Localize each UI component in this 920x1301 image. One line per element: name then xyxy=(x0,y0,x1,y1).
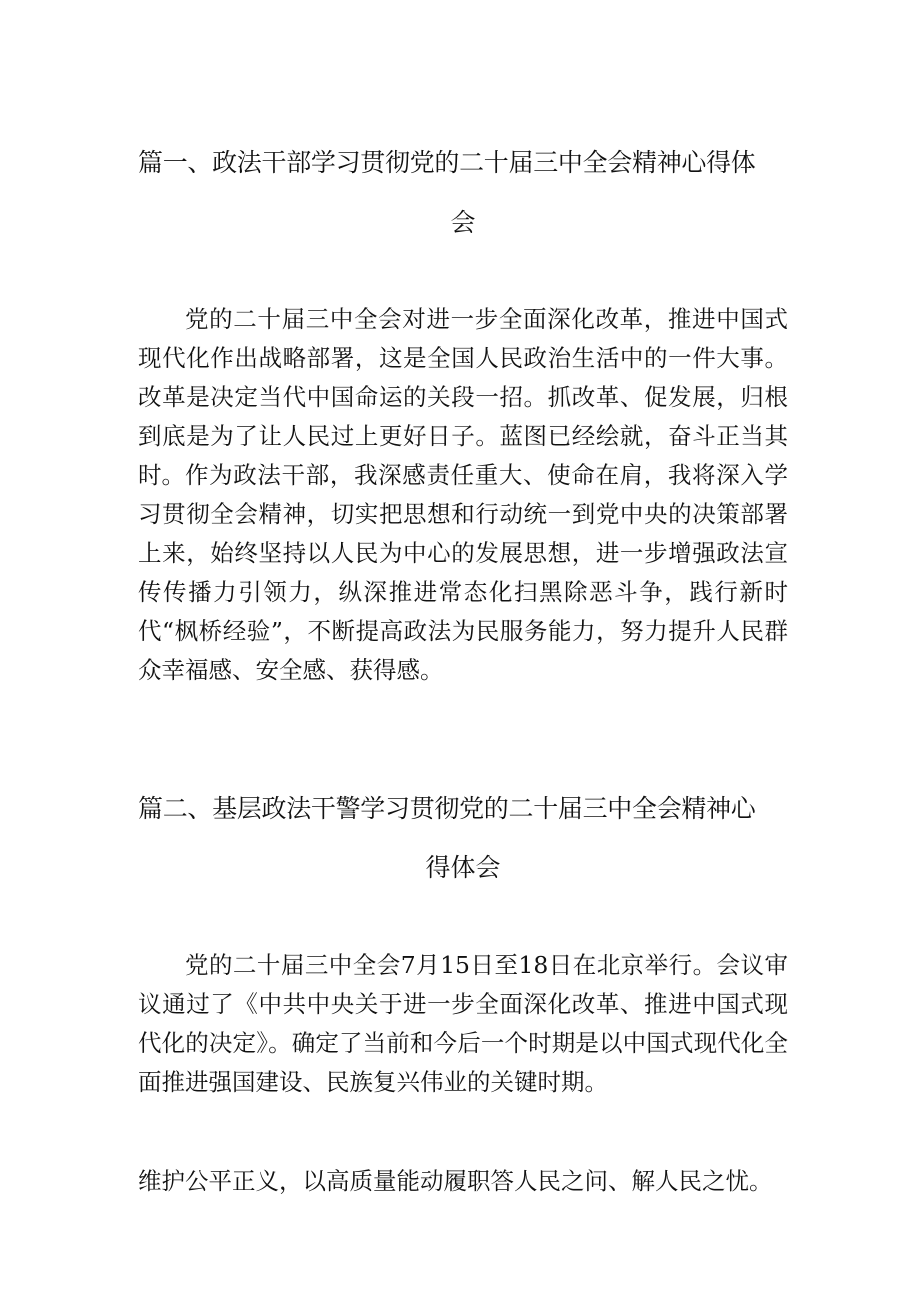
section-2-paragraph-1: 党的二十届三中全会7月15日至18日在北京举行。会议审议通过了《中共中央关于进一步全面深化改革、推进中国式现代化的决定》。确定了当前和今后一个时期是以中国式现代化全面推进强国建设、民族复兴伟业的关键时期。 xyxy=(138,951,788,1096)
section-2-paragraph-2: 维护公平正义，以高质量能动履职答人民之问、解人民之忧。 xyxy=(138,1167,773,1195)
section-2-heading-continuation: 得体会 xyxy=(425,853,501,882)
section-1-paragraph-1: 党的二十届三中全会对进一步全面深化改革，推进中国式现代化作出战略部署，这是全国人民政治生活中的一件大事。改革是决定当代中国命运的关段一招。抓改革、促发展，归根到底是为了让人民过上更好日子。蓝图已经绘就，奋斗正当其时。 xyxy=(138,305,788,489)
section-1-heading-continuation: 会 xyxy=(450,208,476,237)
section-1-paragraph-2: 作为政法干部，我深感责任重大、使命在肩，我将深入学习贯彻全会精神，切实把思想和行动统一到党中央的决策部署上来，始终坚持以人民为中心的发展思想，进一步增强政法宣传传播力引领力，纵深推进常态化扫黑除恶斗争，践行新时代“枫桥经验”，不断提高政法为民服务能力，努力提升人民群众幸福感、安全感、获得感。 xyxy=(138,461,788,684)
section-1-heading: 篇一、政法干部学习贯彻党的二十届三中全会精神心得体 xyxy=(138,148,756,177)
section-2-heading: 篇二、基层政法干警学习贯彻党的二十届三中全会精神心 xyxy=(138,794,756,823)
